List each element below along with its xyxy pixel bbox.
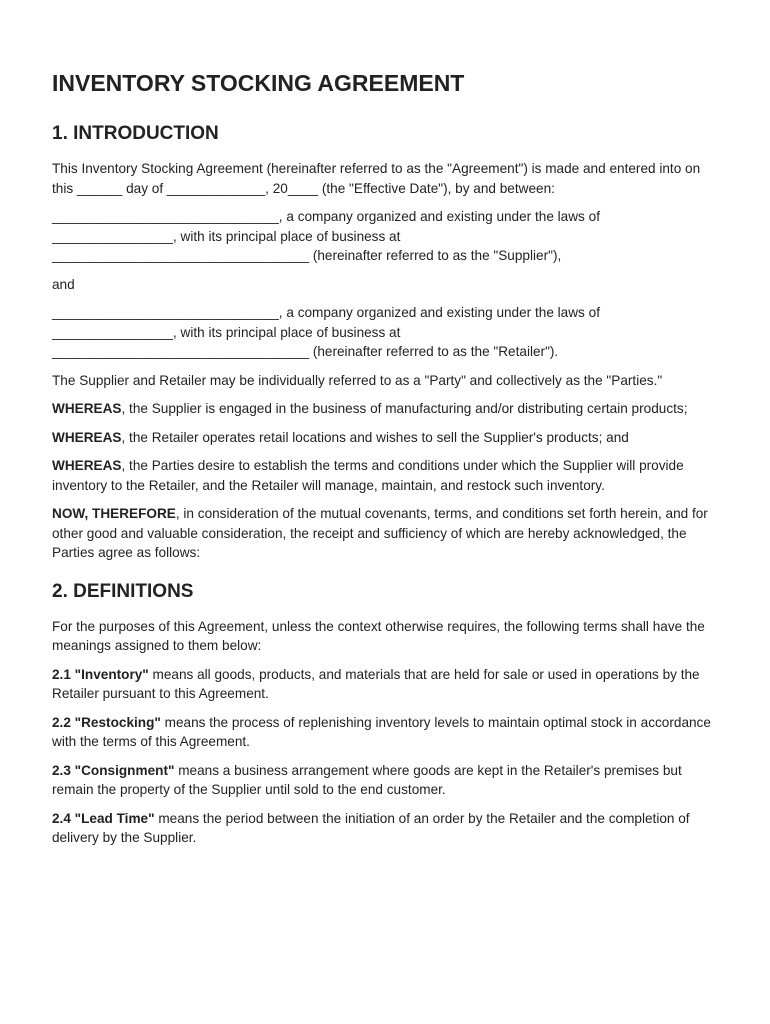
definition-text: means the process of replenishing inventory levels to maintain optimal stock in accordance with the terms of this Agreement.	[52, 714, 711, 749]
supplier-block	[52, 207, 718, 266]
definition-text: means a business arrangement where goods are kept in the Retailer's premises but remain the property of the Supplier until sold to the end customer.	[52, 762, 682, 797]
definition-term: 2.1 "Inventory"	[52, 666, 149, 682]
definition-consignment	[52, 761, 718, 800]
definition-restocking	[52, 713, 718, 752]
retailer-line-3: __________________________________ (hereinafter referred to as the "Retailer").	[52, 344, 559, 359]
definition-text: means the period between the initiation of an order by the Retailer and the completion of delivery by the Supplier.	[52, 810, 690, 845]
whereas-paragraph-2	[52, 428, 718, 448]
supplier-line-2: ________________, with its principal place of business at	[52, 228, 401, 244]
retailer-line-1: ______________________________, a company organized and existing under the laws of	[52, 305, 600, 320]
whereas-lead-1: WHEREAS	[52, 401, 122, 416]
section-2-heading: 2. DEFINITIONS	[52, 580, 194, 602]
definition-term: 2.2 "Restocking"	[52, 714, 161, 730]
section-1-heading: 1. INTRODUCTION	[52, 123, 219, 144]
retailer-line-2: ________________, with its principal place of business at	[52, 324, 401, 340]
whereas-text-2: , the Retailer operates retail locations and wishes to sell the Supplier's products; and	[121, 429, 629, 445]
whereas-paragraph-1	[52, 399, 718, 419]
supplier-line-1: ______________________________, a company organized and existing under the laws of	[52, 209, 600, 224]
whereas-text-3: , the Parties desire to establish the terms and conditions under which the Supplier will provide inventory to the Retailer, and the Retailer will manage, maintain, and restock such inventory.	[52, 458, 684, 493]
retailer-block	[52, 303, 718, 362]
supplier-line-3: __________________________________ (hereinafter referred to as the "Supplier"),	[52, 248, 562, 263]
parties-paragraph: The Supplier and Retailer may be individually referred to as a "Party" and collectively as the "Parties."	[52, 372, 663, 388]
document-title: INVENTORY STOCKING AGREEMENT	[52, 70, 465, 96]
whereas-lead-2: WHEREAS	[52, 429, 122, 445]
therefore-lead: NOW, THEREFORE	[52, 506, 176, 521]
definition-term: 2.3 "Consignment"	[52, 762, 175, 778]
definition-text: means all goods, products, and materials that are held for sale or used in operations by the Retailer pursuant to this Agreement.	[52, 666, 700, 701]
intro-paragraph: This Inventory Stocking Agreement (hereinafter referred to as the "Agreement") is made and entered into on this ______ day of _____________, 20____ (the "Effective Date"), by and between:	[52, 161, 701, 196]
therefore-paragraph	[52, 504, 718, 563]
definition-lead-time	[52, 809, 718, 848]
and-connector: and	[52, 276, 75, 292]
whereas-paragraph-3	[52, 456, 718, 495]
whereas-lead-3: WHEREAS	[52, 458, 122, 473]
definitions-intro: For the purposes of this Agreement, unless the context otherwise requires, the following terms shall have the meanings assigned to them below:	[52, 618, 705, 653]
therefore-text: , in consideration of the mutual covenants, terms, and conditions set forth herein, and for other good and valuable consideration, the receipt and sufficiency of which are hereby acknowledged, the Parties agree as follows:	[52, 506, 708, 560]
definition-term: 2.4 "Lead Time"	[52, 810, 155, 826]
definition-inventory	[52, 665, 718, 704]
whereas-text-1: , the Supplier is engaged in the business of manufacturing and/or distributing certain products;	[121, 401, 688, 416]
